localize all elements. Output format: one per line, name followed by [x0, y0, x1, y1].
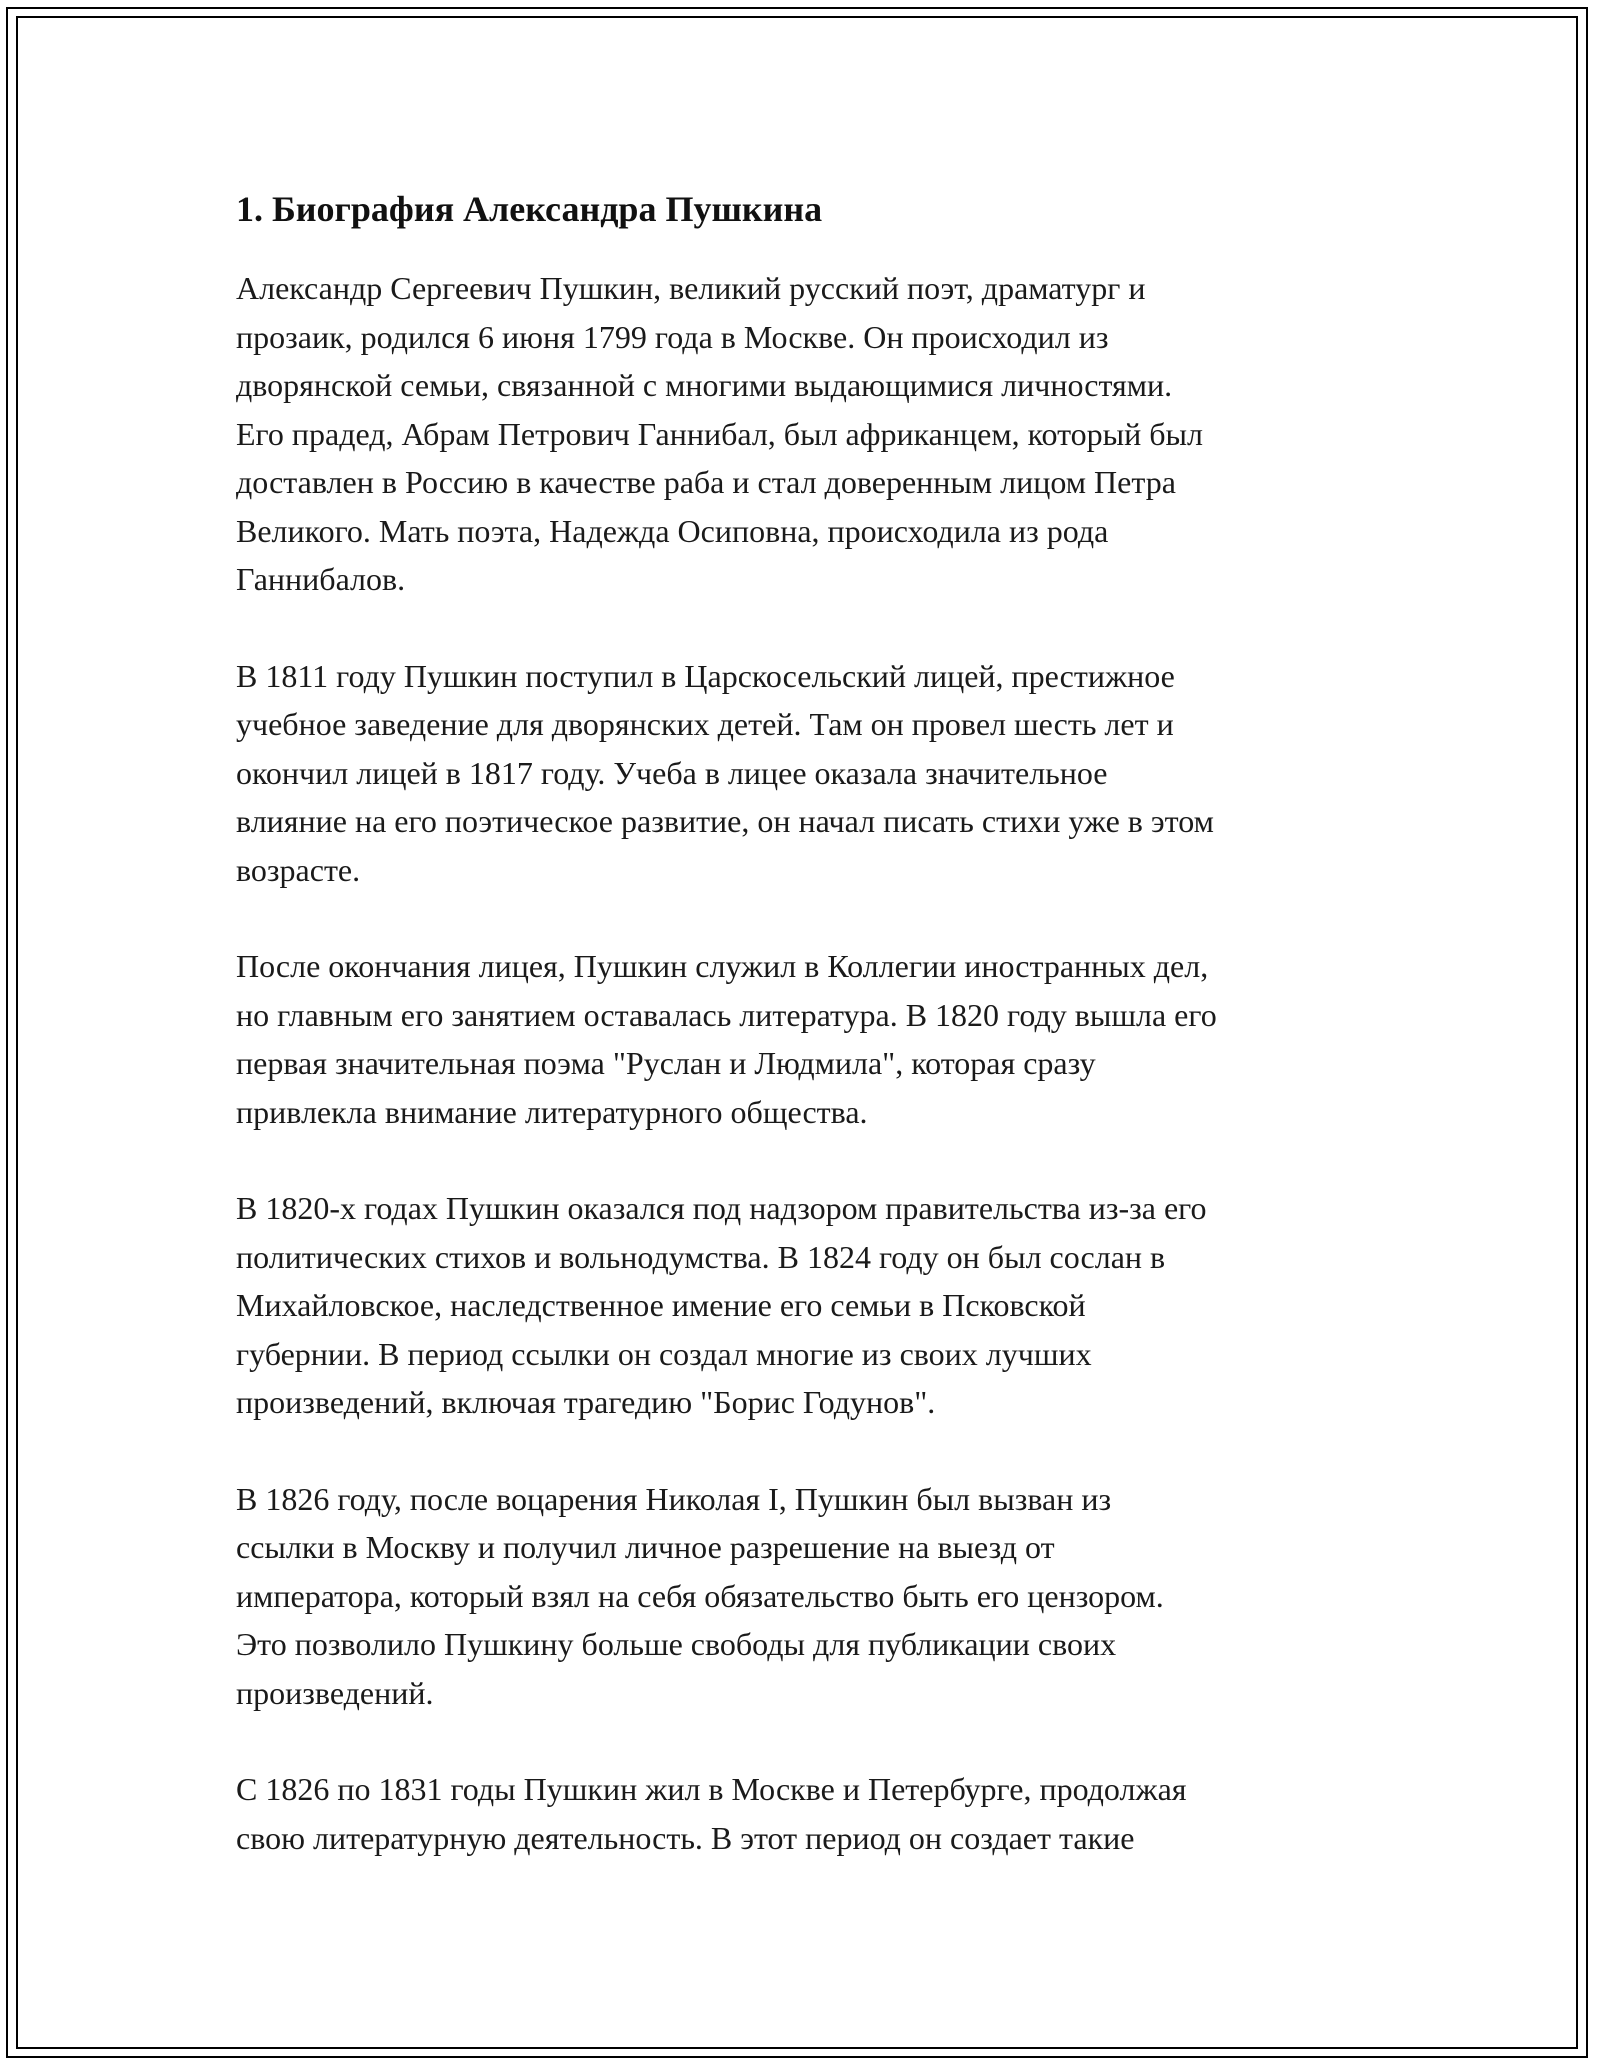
text-line: императора, который взял на себя обязательство быть его цензором.: [236, 1577, 1164, 1614]
text-line: доставлен в Россию в качестве раба и стал доверенным лицом Петра: [236, 464, 1176, 500]
paragraph: [236, 1184, 1386, 1427]
text-line: политических стихов и вольнодумства. В 1824 году он был сослан в: [236, 1238, 1166, 1275]
text-line: Александр Сергеевич Пушкин, великий русский поэт, драматург и: [236, 270, 1146, 306]
text-line: возрасте.: [236, 851, 361, 888]
paragraph: [236, 1765, 1386, 1862]
text-line: дворянской семьи, связанной с многими выдающимися личностями.: [236, 367, 1173, 403]
document-body: [236, 186, 1386, 1910]
text-line: В 1826 году, после воцарения Николая I, Пушкин был вызван из: [236, 1480, 1112, 1517]
text-line: первая значительная поэма "Руслан и Людмила", которая сразу: [236, 1045, 1096, 1081]
text-line: но главным его занятием оставалась литература. В 1820 году вышла его: [236, 996, 1217, 1033]
text-line: С 1826 по 1831 годы Пушкин жил в Москве и Петербурге, продолжая: [236, 1771, 1187, 1807]
text-line: ссылки в Москву и получил личное разрешение на выезд от: [236, 1529, 1055, 1565]
text-line: свою литературную деятельность. В этот период он создает такие: [236, 1819, 1135, 1856]
paragraph: [236, 264, 1386, 604]
text-line: Великого. Мать поэта, Надежда Осиповна, происходила из рода: [236, 512, 1109, 549]
text-line: учебное заведение для дворянских детей. Там он провел шесть лет и: [236, 706, 1174, 742]
text-line: губернии. В период ссылки он создал многие из своих лучших: [236, 1335, 1092, 1372]
text-line: прозаик, родился 6 июня 1799 года в Москве. Он происходил из: [236, 318, 1109, 355]
text-line: В 1811 году Пушкин поступил в Царскосельский лицей, престижное: [236, 657, 1175, 694]
text-line: привлекла внимание литературного общества.: [236, 1093, 868, 1130]
text-line: В 1820-х годах Пушкин оказался под надзором правительства из-за его: [236, 1190, 1207, 1226]
text-line: После окончания лицея, Пушкин служил в Коллегии иностранных дел,: [236, 948, 1209, 984]
paragraph: [236, 942, 1386, 1136]
text-line: окончил лицей в 1817 году. Учеба в лицее оказала значительное: [236, 754, 1108, 791]
text-line: произведений, включая трагедию "Борис Годунов".: [236, 1384, 936, 1420]
text-line: Ганнибалов.: [236, 561, 406, 597]
text-line: Его прадед, Абрам Петрович Ганнибал, был африканцем, который был: [236, 415, 1204, 452]
text-line: Михайловское, наследственное имение его семьи в Псковской: [236, 1287, 1086, 1323]
text-line: произведений.: [236, 1674, 434, 1711]
paragraph-list: [236, 264, 1386, 1862]
text-line: Это позволило Пушкину больше свободы для публикации своих: [236, 1626, 1117, 1662]
paragraph: [236, 1475, 1386, 1718]
paragraph: [236, 652, 1386, 895]
text-line: влияние на его поэтическое развитие, он начал писать стихи уже в этом: [236, 803, 1214, 839]
section-heading: 1. Биография Александра Пушкина: [236, 189, 823, 229]
